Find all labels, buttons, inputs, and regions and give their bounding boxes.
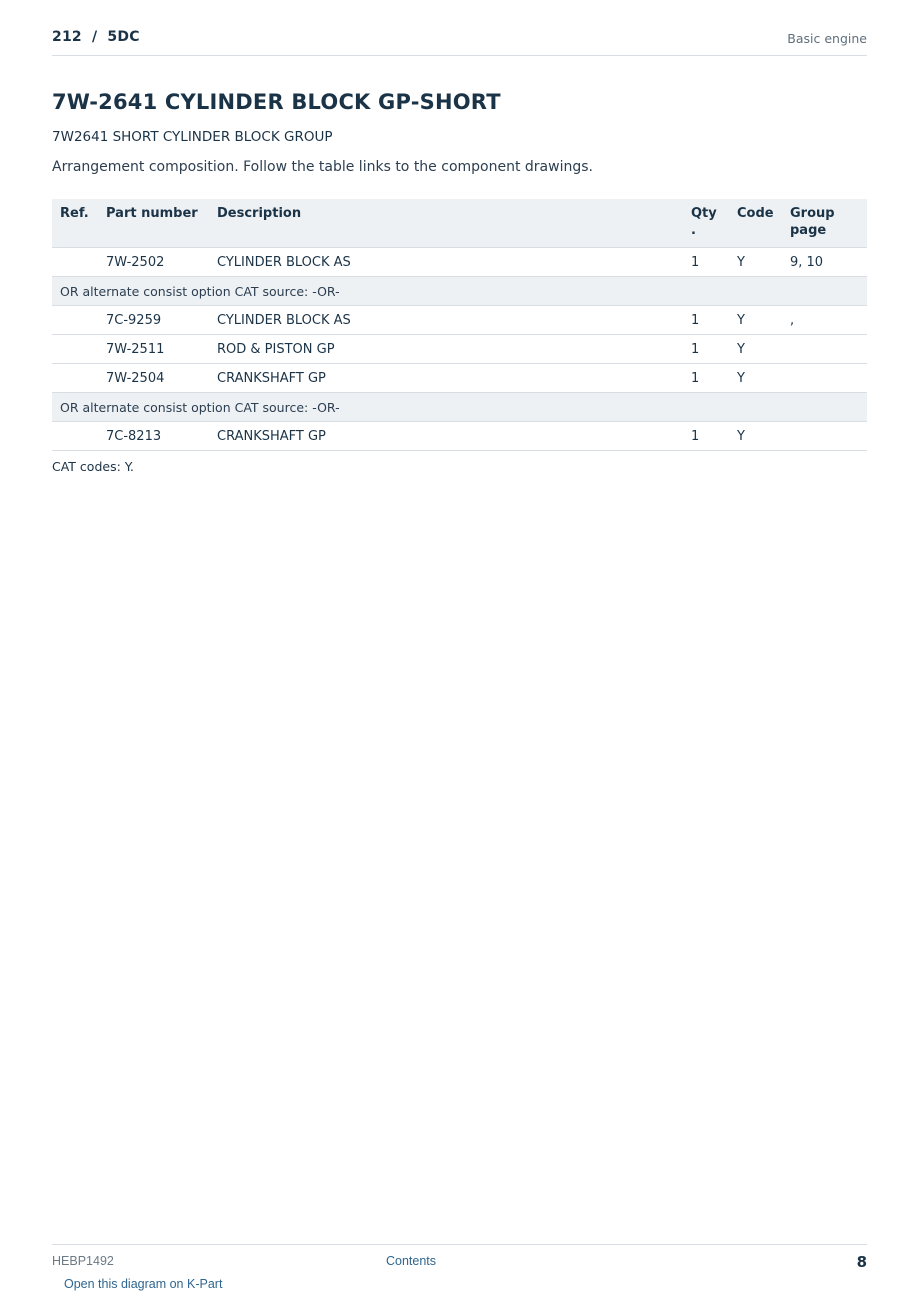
table-row	[52, 335, 867, 364]
code-cell: Y	[729, 422, 782, 451]
group-page-cell	[782, 422, 867, 451]
column-header-code: Code	[729, 199, 782, 248]
column-header-ref: Ref.	[52, 199, 98, 248]
ref-cell	[52, 422, 98, 451]
alternate-option-row	[52, 393, 867, 422]
description-cell: CYLINDER BLOCK AS	[209, 248, 683, 277]
alternate-option-note: OR alternate consist option CAT source: -OR-	[52, 393, 867, 422]
running-header	[52, 28, 867, 56]
part-number-cell: 7C-9259	[98, 306, 209, 335]
intro-text: Arrangement composition. Follow the table links to the component drawings.	[52, 159, 593, 175]
table-row	[52, 422, 867, 451]
description-cell: CYLINDER BLOCK AS	[209, 306, 683, 335]
part-number-cell: 7C-8213	[98, 422, 209, 451]
kpart-diagram-link[interactable]: Open this diagram on K-Part	[64, 1277, 223, 1291]
code-cell: Y	[729, 248, 782, 277]
group-page-cell: ,	[782, 306, 867, 335]
section-path: 212 / 5DC	[52, 29, 140, 45]
part-number-cell: 7W-2504	[98, 364, 209, 393]
qty-cell: 1	[683, 422, 729, 451]
table-header-row	[52, 199, 867, 248]
description-cell: ROD & PISTON GP	[209, 335, 683, 364]
qty-cell: 1	[683, 248, 729, 277]
code-cell: Y	[729, 364, 782, 393]
column-header-qty: Qty .	[683, 199, 729, 248]
ref-cell	[52, 335, 98, 364]
parts-table	[52, 199, 867, 451]
page-number: 8	[856, 1253, 867, 1271]
alternate-option-row	[52, 277, 867, 306]
part-number-cell: 7W-2511	[98, 335, 209, 364]
description-cell: CRANKSHAFT GP	[209, 364, 683, 393]
table-row	[52, 306, 867, 335]
document-page	[52, 0, 867, 1300]
column-header-group-page: Group page	[782, 199, 867, 248]
part-number-link[interactable]: 7W-2502	[98, 248, 209, 277]
contents-link[interactable]: Contents	[386, 1254, 437, 1268]
table-row	[52, 248, 867, 277]
ref-cell	[52, 364, 98, 393]
code-cell: Y	[729, 306, 782, 335]
group-page-cell	[782, 335, 867, 364]
page-title: 7W-2641 CYLINDER BLOCK GP-SHORT	[52, 90, 501, 114]
code-cell: Y	[729, 335, 782, 364]
group-page-links[interactable]: 9, 10	[782, 248, 867, 277]
ref-cell	[52, 248, 98, 277]
page-subtitle: 7W2641 SHORT CYLINDER BLOCK GROUP	[52, 129, 333, 145]
qty-cell: 1	[683, 306, 729, 335]
chapter-name: Basic engine	[787, 31, 867, 46]
ref-cell	[52, 306, 98, 335]
alternate-option-note: OR alternate consist option CAT source: -OR-	[52, 277, 867, 306]
group-page-cell	[782, 364, 867, 393]
qty-cell: 1	[683, 364, 729, 393]
description-cell: CRANKSHAFT GP	[209, 422, 683, 451]
qty-cell: 1	[683, 335, 729, 364]
cat-codes-note: CAT codes: Y.	[52, 459, 134, 474]
document-id: HEBP1492	[52, 1254, 114, 1268]
column-header-part-number: Part number	[98, 199, 209, 248]
table-row	[52, 364, 867, 393]
page-footer	[52, 1244, 867, 1291]
column-header-description: Description	[209, 199, 683, 248]
